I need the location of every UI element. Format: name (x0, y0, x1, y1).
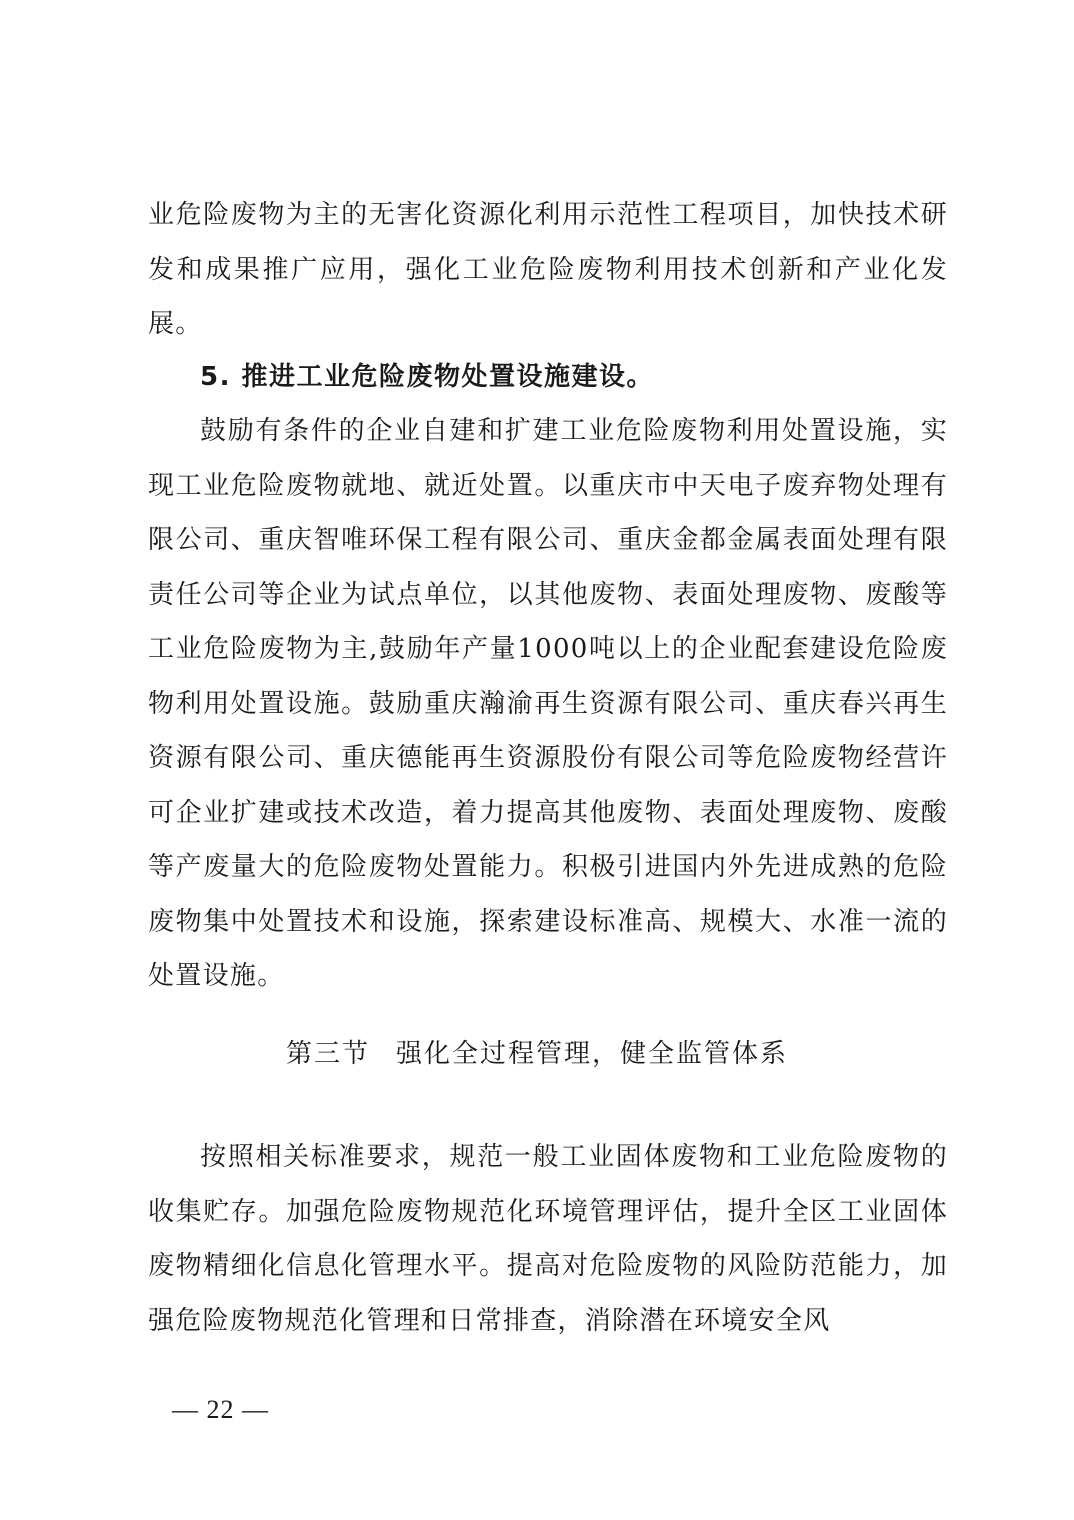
section-heading (0, 1027, 1074, 1081)
paragraph-management: 按照相关标准要求，规范一般工业固体废物和工业危险废物的收集贮存。加强危险废物规范化环境管理评估，提升全区工业固体废物精细化信息化管理水平。提高对危险废物的风险防范能力，加强危险废物规范化管理和日常排查，消除潜在环境安全风 (148, 1142, 948, 1336)
section-number: 第三节 (285, 1039, 370, 1069)
section-title: 强化全过程管理，健全监管体系 (396, 1039, 789, 1069)
page-number: — 22 — (172, 1395, 269, 1424)
subheading-facilities: 5. 推进工业危险废物处置设施建设。 (200, 362, 655, 392)
paragraph-continued: 业危险废物为主的无害化资源化利用示范性工程项目，加快技术研发和成果推广应用，强化工业危险废物利用技术创新和产业化发展。 (148, 200, 948, 339)
paragraph-facilities: 鼓励有条件的企业自建和扩建工业危险废物利用处置设施，实现工业危险废物就地、就近处置。以重庆市中天电子废弃物处理有限公司、重庆智唯环保工程有限公司、重庆金都金属表面处理有限责任公司等企业为试点单位，以其他废物、表面处理废物、废酸等工业危险废物为主,鼓励年产量1000吨以上的企业配套建设危险废物利用处置设施。鼓励重庆瀚渝再生资源有限公司、重庆春兴再生资源有限公司、重庆德能再生资源股份有限公司等危险废物经营许可企业扩建或技术改造，着力提高其他废物、表面处理废物、废酸等产废量大的危险废物处置能力。积极引进国内外先进成熟的危险废物集中处置技术和设施，探索建设标准高、规模大、水准一流的处置设施。 (148, 416, 948, 991)
